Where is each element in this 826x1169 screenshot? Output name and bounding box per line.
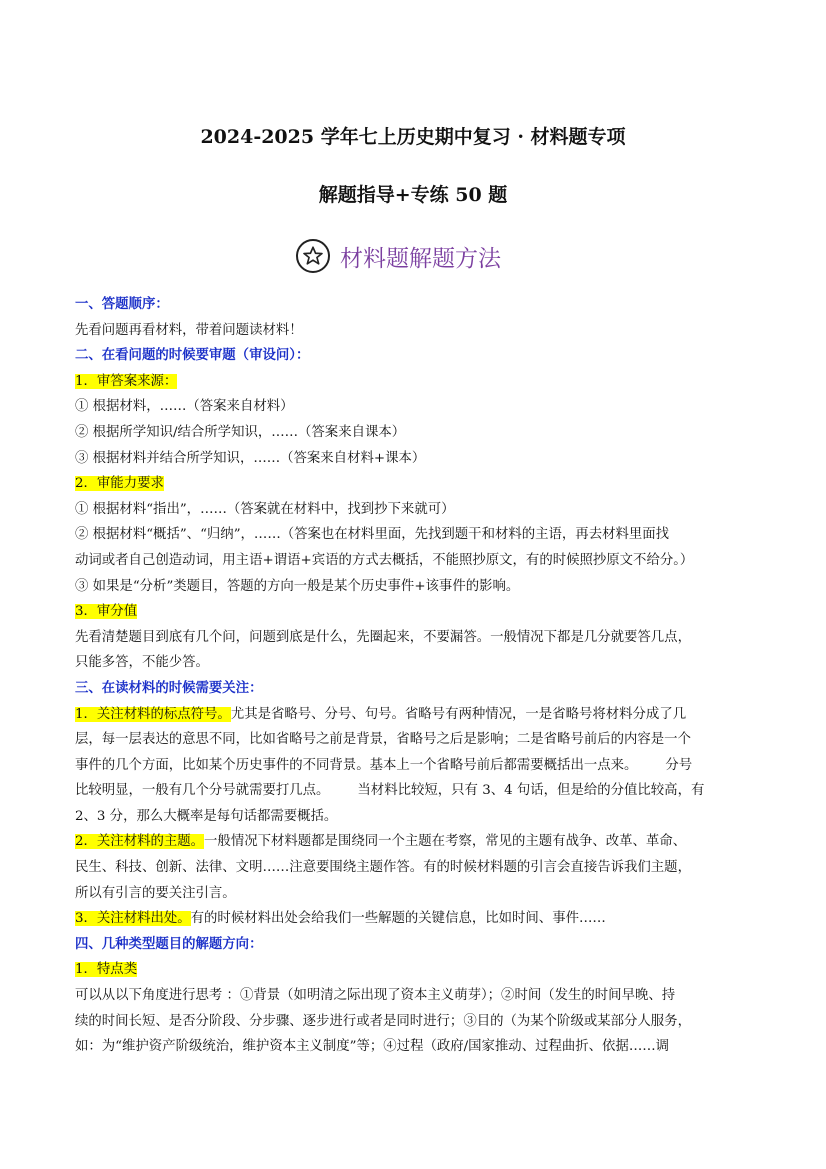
star-icon <box>296 239 330 273</box>
badge-label: 材料题解题方法 <box>340 245 501 272</box>
highlighted-label: 1．特点类 <box>75 962 138 978</box>
paragraph-text: 比较明显，一般有几个分号就需要打几点。 <box>75 783 330 799</box>
paragraph: 可以从以下角度进行思考 ：①背景（如明清之际出现了资本主义萌芽）；②时间（发生的时间早晚、持 <box>75 988 676 1004</box>
highlighted-label: 1．审答案来源： <box>75 373 178 389</box>
paragraph: 先看清楚题目到底有几个问，问题到底是什么，先圈起来，不要漏答。一般情况下都是几分就要答几点， <box>75 629 691 645</box>
paragraph: 只能多答，不能少答。 <box>75 655 209 671</box>
paragraph: 所以有引言的要关注引言。 <box>75 885 236 901</box>
highlighted-label: 2．关注材料的主题。 <box>75 834 205 850</box>
paragraph-text: 一般情况下材料题都是围绕同一个主题在考察，常见的主题有战争、改革、革命、 <box>204 834 687 850</box>
paragraph: 2、3 分，那么大概率是每句话都需要概括。 <box>75 808 338 824</box>
document-title: 2024-2025 学年七上历史期中复习 · 材料题专项 <box>200 126 626 148</box>
document-subtitle: 解题指导+专练 50 题 <box>318 184 508 206</box>
paragraph: 续的时间长短、是否分阶段、分步骤、逐步进行或者是同时进行；③目的（为某个阶级或某部分人服务， <box>75 1013 691 1029</box>
paragraph: 如：为“维护资产阶级统治，维护资本主义制度”等；④过程（政府/国家推动、过程曲折、依据……调 <box>75 1039 669 1055</box>
list-item: ② 根据所学知识/结合所学知识，……（答案来自课本） <box>75 424 406 440</box>
highlighted-label: 3．审分值 <box>75 604 138 620</box>
section-heading: 四、几种类型题目的解题方向： <box>75 935 263 952</box>
paragraph-text: 尤其是省略号、分号、句号。省略号有两种情况，一是省略号将材料分成了几 <box>230 706 687 722</box>
section-heading: 一、答题顺序： <box>75 296 169 312</box>
paragraph-text: 分号 <box>665 757 693 773</box>
list-item: ② 根据材料“概括”、“归纳”，……（答案也在材料里面，先找到题干和材料的主语，再去材料里面找 <box>75 527 670 543</box>
section-heading: 二、在看问题的时候要审题（审设问）： <box>75 347 310 364</box>
highlighted-label: 3．关注材料出处。 <box>75 911 191 927</box>
list-item: ① 根据材料，……（答案来自材料） <box>75 399 294 415</box>
list-item: ③ 如果是“分析”类题目，答题的方向一般是某个历史事件+该事件的影响。 <box>75 578 520 594</box>
section-heading: 三、在读材料的时候需要关注： <box>75 679 263 696</box>
paragraph-text: 有的时候材料出处会给我们一些解题的关键信息，比如时间、事件…… <box>190 911 606 927</box>
paragraph-text: 当材料比较短，只有 3、4 句话，但是给的分值比较高，有 <box>357 783 705 799</box>
document-body <box>75 292 755 1060</box>
paragraph: 先看问题再看材料，带着问题读材料！ <box>75 322 303 338</box>
list-item: ③ 根据材料并结合所学知识，……（答案来自材料+课本） <box>75 450 426 466</box>
list-item-continued: 动词或者自己创造动词，用主语+谓语+宾语的方式去概括，不能照抄原文，有的时候照抄原文不给分。） <box>75 552 694 568</box>
paragraph: 层，每一层表达的意思不同，比如省略号之前是背景，省略号之后是影响；二是省略号前后的内容是一个 <box>75 732 691 748</box>
highlighted-label: 2．审能力要求 <box>75 476 164 492</box>
section-badge <box>296 236 501 276</box>
paragraph-text: 事件的几个方面，比如某个历史事件的不同背景。基本上一个省略号前后都需要概括出一点来。 <box>75 757 638 773</box>
paragraph: 民生、科技、创新、法律、文明……注意要围绕主题作答。有的时候材料题的引言会直接告诉我们主题， <box>75 860 691 876</box>
highlighted-label: 1．关注材料的标点符号。 <box>75 706 231 722</box>
list-item: ① 根据材料“指出”，……（答案就在材料中，找到抄下来就可） <box>75 501 455 517</box>
